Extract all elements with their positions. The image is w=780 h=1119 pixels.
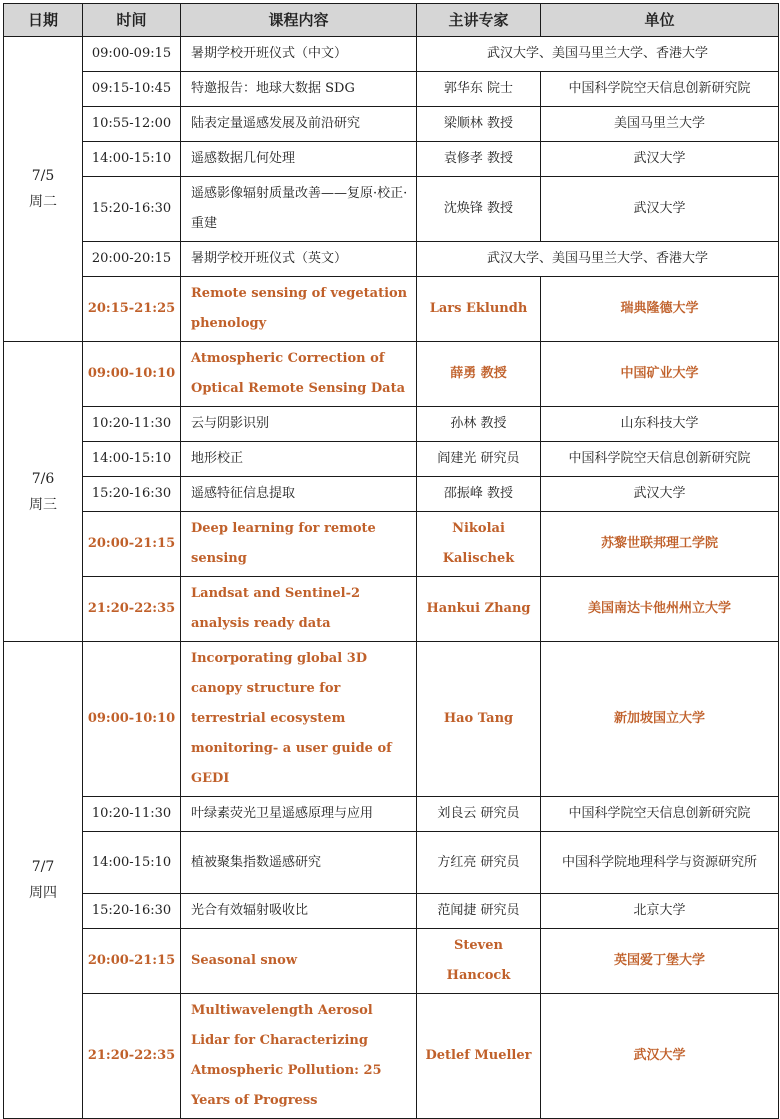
- schedule-table: [3, 3, 779, 1119]
- time-cell: 14:00-15:10: [83, 832, 181, 894]
- unit-cell: 武汉大学: [541, 177, 779, 242]
- table-row: [4, 142, 779, 177]
- time-cell: 15:20-16:30: [83, 177, 181, 242]
- time-cell: 14:00-15:10: [83, 142, 181, 177]
- unit-cell: 美国南达卡他州州立大学: [541, 577, 779, 642]
- table-row: [4, 929, 779, 994]
- expert-cell: 孙林 教授: [417, 407, 541, 442]
- header-unit: 单位: [541, 4, 779, 37]
- unit-cell: 山东科技大学: [541, 407, 779, 442]
- header-expert: 主讲专家: [417, 4, 541, 37]
- expert-cell: 沈焕锋 教授: [417, 177, 541, 242]
- table-row: [4, 37, 779, 72]
- content-cell: 光合有效辐射吸收比: [181, 894, 417, 929]
- table-row: [4, 242, 779, 277]
- unit-cell: 中国科学院地理科学与资源研究所: [541, 832, 779, 894]
- time-cell: 09:15-10:45: [83, 72, 181, 107]
- expert-cell: 邵振峰 教授: [417, 477, 541, 512]
- header-time: 时间: [83, 4, 181, 37]
- content-cell: Multiwavelength Aerosol Lidar for Characterizing Atmospheric Pollution: 25 Years of Progress: [181, 994, 417, 1119]
- day-cell: [4, 342, 83, 642]
- table-row: [4, 577, 779, 642]
- unit-cell: 武汉大学: [541, 142, 779, 177]
- expert-cell: Detlef Mueller: [417, 994, 541, 1119]
- time-cell: 21:20-22:35: [83, 577, 181, 642]
- table-row: [4, 72, 779, 107]
- content-cell: 遥感影像辐射质量改善——复原·校正·重建: [181, 177, 417, 242]
- time-cell: 10:55-12:00: [83, 107, 181, 142]
- expert-cell: 袁修孝 教授: [417, 142, 541, 177]
- unit-cell: 新加坡国立大学: [541, 642, 779, 797]
- table-row: [4, 107, 779, 142]
- time-cell: 14:00-15:10: [83, 442, 181, 477]
- content-cell: Remote sensing of vegetation phenology: [181, 277, 417, 342]
- unit-cell: 英国爱丁堡大学: [541, 929, 779, 994]
- unit-cell: 武汉大学: [541, 477, 779, 512]
- merged-unit-cell: 武汉大学、美国马里兰大学、香港大学: [417, 37, 779, 72]
- content-cell: 陆表定量遥感发展及前沿研究: [181, 107, 417, 142]
- time-cell: 09:00-09:15: [83, 37, 181, 72]
- time-cell: 20:15-21:25: [83, 277, 181, 342]
- time-cell: 15:20-16:30: [83, 894, 181, 929]
- expert-cell: Steven Hancock: [417, 929, 541, 994]
- expert-cell: 阎建光 研究员: [417, 442, 541, 477]
- day-cell: [4, 642, 83, 1119]
- table-row: [4, 832, 779, 894]
- content-cell: 遥感数据几何处理: [181, 142, 417, 177]
- day-date: 7/6: [31, 470, 55, 487]
- day-date: 7/7: [31, 859, 55, 875]
- table-row: [4, 177, 779, 242]
- unit-cell: 中国科学院空天信息创新研究院: [541, 797, 779, 832]
- expert-cell: 梁顺林 教授: [417, 107, 541, 142]
- table-row: [4, 442, 779, 477]
- time-cell: 09:00-10:10: [83, 342, 181, 407]
- expert-cell: 范闻捷 研究员: [417, 894, 541, 929]
- time-cell: 20:00-20:15: [83, 242, 181, 277]
- expert-cell: 薛勇 教授: [417, 342, 541, 407]
- unit-cell: 中国科学院空天信息创新研究院: [541, 72, 779, 107]
- content-cell: 地形校正: [181, 442, 417, 477]
- time-cell: 20:00-21:15: [83, 929, 181, 994]
- day-weekday: 周四: [29, 885, 57, 901]
- content-cell: Incorporating global 3D canopy structure for terrestrial ecosystem monitoring- a user guide of GEDI: [181, 642, 417, 797]
- table-row: [4, 642, 779, 797]
- table-row: [4, 277, 779, 342]
- content-cell: Landsat and Sentinel-2 analysis ready data: [181, 577, 417, 642]
- unit-cell: 北京大学: [541, 894, 779, 929]
- table-row: [4, 994, 779, 1119]
- content-cell: 遥感特征信息提取: [181, 477, 417, 512]
- content-cell: Seasonal snow: [181, 929, 417, 994]
- table-row: [4, 512, 779, 577]
- expert-cell: Hao Tang: [417, 642, 541, 797]
- table-row: [4, 477, 779, 512]
- merged-unit-cell: 武汉大学、美国马里兰大学、香港大学: [417, 242, 779, 277]
- content-cell: Atmospheric Correction of Optical Remote Sensing Data: [181, 342, 417, 407]
- header-content: 课程内容: [181, 4, 417, 37]
- content-cell: Deep learning for remote sensing: [181, 512, 417, 577]
- time-cell: 09:00-10:10: [83, 642, 181, 797]
- header-row: [4, 4, 779, 37]
- day-cell: [4, 37, 83, 342]
- time-cell: 20:00-21:15: [83, 512, 181, 577]
- unit-cell: 中国矿业大学: [541, 342, 779, 407]
- expert-cell: 郭华东 院士: [417, 72, 541, 107]
- unit-cell: 美国马里兰大学: [541, 107, 779, 142]
- content-cell: 暑期学校开班仪式（英文）: [181, 242, 417, 277]
- content-cell: 特邀报告：地球大数据 SDG: [181, 72, 417, 107]
- content-cell: 暑期学校开班仪式（中文）: [181, 37, 417, 72]
- expert-cell: 刘良云 研究员: [417, 797, 541, 832]
- unit-cell: 瑞典隆德大学: [541, 277, 779, 342]
- header-date: 日期: [4, 4, 83, 37]
- table-row: [4, 797, 779, 832]
- time-cell: 21:20-22:35: [83, 994, 181, 1119]
- time-cell: 10:20-11:30: [83, 407, 181, 442]
- content-cell: 云与阴影识别: [181, 407, 417, 442]
- content-cell: 植被聚集指数遥感研究: [181, 832, 417, 894]
- table-row: [4, 407, 779, 442]
- unit-cell: 武汉大学: [541, 994, 779, 1119]
- expert-cell: Lars Eklundh: [417, 277, 541, 342]
- expert-cell: 方红亮 研究员: [417, 832, 541, 894]
- expert-cell: Nikolai Kalischek: [417, 512, 541, 577]
- expert-cell: Hankui Zhang: [417, 577, 541, 642]
- content-cell: 叶绿素荧光卫星遥感原理与应用: [181, 797, 417, 832]
- time-cell: 10:20-11:30: [83, 797, 181, 832]
- table-row: [4, 342, 779, 407]
- day-date: 7/5: [31, 168, 55, 184]
- table-row: [4, 894, 779, 929]
- unit-cell: 苏黎世联邦理工学院: [541, 512, 779, 577]
- time-cell: 15:20-16:30: [83, 477, 181, 512]
- unit-cell: 中国科学院空天信息创新研究院: [541, 442, 779, 477]
- day-weekday: 周二: [29, 194, 57, 210]
- day-weekday: 周三: [29, 496, 57, 513]
